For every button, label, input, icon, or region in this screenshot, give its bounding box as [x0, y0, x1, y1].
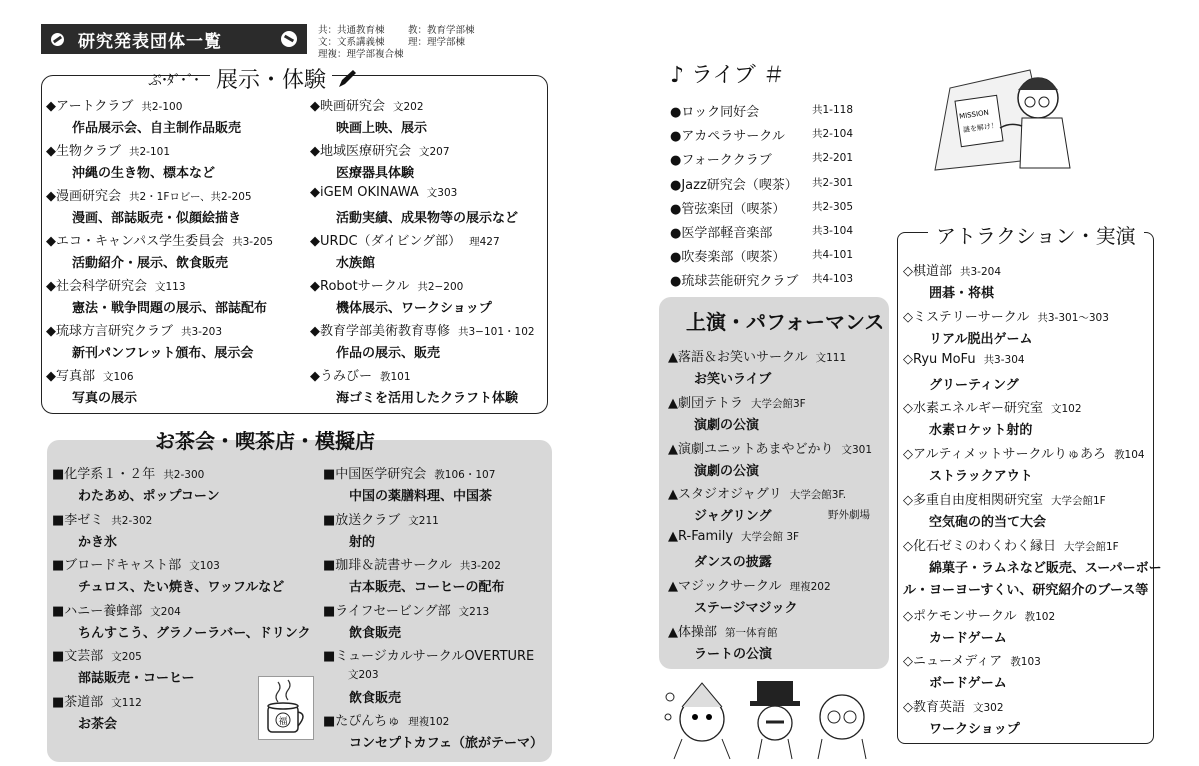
entry-description: 新刊パンフレット頒布、展示会 — [72, 346, 254, 361]
entry-name — [310, 320, 535, 339]
entry-title: ▲落語＆お笑いサークル — [668, 350, 808, 365]
entry-description: お茶会 — [78, 716, 118, 732]
entry-description: ストラックアウト — [929, 469, 1033, 485]
entry-title: ◆Robotサークル — [310, 279, 410, 294]
entry-title: ▲マジックサークル — [668, 579, 782, 594]
entry-location: 文211 — [408, 514, 439, 527]
live-entry-location: 共2-201 — [812, 152, 854, 165]
entry-location: 教103 — [1010, 656, 1041, 669]
entry-location: 共2-101 — [129, 146, 171, 158]
entry-name — [323, 554, 501, 573]
entry-location: 文102 — [1051, 403, 1082, 416]
live-entry-location: 共3-104 — [812, 225, 854, 237]
entry-location: 大学会館3F. — [789, 489, 847, 502]
entry-description: グリーティング — [929, 377, 1019, 393]
live-title: ♪ ライブ ＃ — [670, 63, 785, 88]
live-entry-name: ●吹奏楽部（喫茶） — [670, 250, 786, 266]
entry-location: 文303 — [426, 187, 458, 199]
entry-name — [668, 529, 799, 544]
entry-location: 文205 — [111, 651, 142, 663]
entry-description: ジャグリング — [694, 509, 772, 525]
entry-description: コンセプトカフェ（旅がテーマ） — [349, 735, 543, 751]
entry-title: ■ブロードキャスト部 — [52, 558, 182, 573]
entry-location: 大学会館3F — [751, 397, 806, 410]
entry-name — [668, 346, 846, 365]
entry-name — [46, 140, 170, 159]
entry-title: ◆生物クラブ — [46, 144, 121, 159]
entry-location: 共3-205 — [232, 236, 274, 248]
entry-name — [46, 185, 252, 204]
entry-name — [903, 306, 1109, 325]
entry-title: ■珈琲＆読書サークル — [323, 558, 452, 573]
entry-description: 演劇の公演 — [694, 463, 760, 479]
entry-description: 囲碁・将棋 — [929, 286, 995, 301]
entry-location: 文213 — [458, 605, 490, 618]
entry-name — [668, 392, 806, 411]
entry-name — [52, 645, 142, 664]
page-header — [41, 24, 307, 54]
entry-location: 大学会館1F — [1051, 495, 1106, 507]
entry-description: 作品展示会、自主制作品販売 — [72, 121, 242, 136]
entry-name — [903, 260, 1001, 279]
live-entry-location: 共2-301 — [812, 176, 854, 189]
entry-description: ル・ヨーヨーすくい、研究紹介のブース等 — [903, 582, 1149, 598]
entry-name — [310, 230, 500, 249]
tea-cup-illustration — [258, 676, 314, 740]
entry-description: 射的 — [349, 534, 376, 550]
entry-title: ■文芸部 — [52, 649, 104, 664]
live-entry-location: 共4-103 — [812, 273, 854, 286]
legend-item: 教：教育学部棟 — [408, 25, 475, 36]
entry-description: 沖縄の生き物、標本など — [72, 166, 216, 181]
entry-title: ▲体操部 — [668, 624, 717, 640]
entry-title: ▲演劇ユニットあまやどかり — [668, 441, 834, 457]
entry-name — [668, 483, 846, 502]
entry-title: ■たぴんちゅ — [323, 713, 401, 729]
entry-title: ■ハニー養蜂部 — [52, 603, 143, 619]
entry-description: わたあめ、ポップコーン — [78, 489, 220, 504]
entry-description: 活動紹介・展示、飲食販売 — [72, 256, 229, 271]
entry-name — [310, 95, 424, 114]
legend-item: 理：理学部棟 — [408, 37, 466, 48]
live-entry-name: ●アカペラサークル — [670, 129, 785, 145]
entry-location: 理複202 — [789, 581, 831, 593]
legend-item: 文：文系講義棟 — [318, 37, 385, 48]
entry-title: ■化学系１・２年 — [52, 467, 156, 482]
entry-name — [46, 230, 273, 249]
entry-description: ダンスの披露 — [694, 555, 772, 571]
entry-location: 文204 — [150, 605, 181, 618]
entry-location: 文202 — [393, 101, 424, 113]
entry-description: 漫画、部誌販売・似顔絵描き — [72, 211, 242, 226]
entry-title: ◆写真部 — [46, 369, 95, 384]
entry-name — [903, 696, 1004, 715]
entry-title: ◆URDC（ダイビング部） — [310, 234, 462, 249]
entry-name — [46, 95, 182, 114]
live-entry-name: ●管弦楽団（喫茶） — [670, 201, 786, 217]
pen-nib-icon — [281, 31, 297, 47]
entry-title: ◇ミステリーサークル — [903, 309, 1030, 325]
entry-name — [46, 275, 186, 294]
entry-description: 演劇の公演 — [694, 417, 760, 433]
entry-name — [903, 397, 1082, 416]
pen-nib-icon — [51, 33, 64, 46]
entry-location: 文302 — [973, 702, 1004, 715]
entry-description: 飲食販売 — [349, 625, 402, 641]
legend-item: 共：共通教育棟 — [318, 25, 385, 36]
entry-title: ◆教育学部美術教育専修 — [310, 324, 450, 339]
entry-title: ◆映画研究会 — [310, 99, 385, 114]
entry-description: 水素ロケット射的 — [929, 423, 1033, 439]
entry-title: ◇棋道部 — [903, 264, 952, 279]
entry-location: 共2-100 — [141, 101, 183, 113]
entry-description: カードゲーム — [929, 630, 1007, 646]
entry-location: 共2-302 — [111, 514, 153, 527]
entry-location: 共3-204 — [960, 266, 1002, 278]
entry-name — [310, 365, 411, 384]
entry-name — [310, 140, 450, 159]
entry-location: 文103 — [189, 560, 220, 572]
entry-description: 飲食販売 — [349, 691, 402, 706]
entry-name — [52, 600, 181, 619]
entry-description: ステージマジック — [694, 601, 798, 616]
live-entry-location: 共2-305 — [812, 200, 854, 213]
svg-text:謎を解け！: 謎を解け！ — [962, 121, 999, 135]
entry-location: 共2・1Fロビー、共2-205 — [129, 191, 252, 203]
entry-name — [323, 463, 495, 482]
entry-description: 映画上映、展示 — [336, 121, 428, 136]
entry-location: 共3-304 — [983, 353, 1025, 366]
entry-name — [323, 509, 439, 528]
entry-name — [668, 621, 778, 640]
entry-description: ボードゲーム — [929, 676, 1007, 692]
entry-title: ■ミュージカルサークルOVERTURE — [323, 649, 535, 664]
live-entry-name: ●琉球芸能研究クラブ — [670, 274, 799, 290]
entry-name — [52, 509, 152, 528]
entry-title: ◆iGEM OKINAWA — [310, 185, 419, 200]
entry-description: ちんすこう、グラノーラバー、ドリンク — [78, 625, 311, 641]
entry-title: ◇ニューメディア — [903, 654, 1003, 670]
entry-location: 共2-300 — [163, 469, 205, 481]
entry-description: 憲法・戦争問題の展示、部誌配布 — [72, 301, 268, 316]
mission-illustration — [930, 58, 1090, 178]
entry-location: 教102 — [1024, 610, 1056, 623]
entry-description: 写真の展示 — [72, 391, 138, 406]
entry-location: 文112 — [111, 696, 142, 709]
live-entry-name: ●ロック同好会 — [670, 105, 760, 120]
entry-description: 中国の薬膳料理、中国茶 — [349, 489, 493, 504]
entry-title: ◆漫画研究会 — [46, 189, 121, 204]
live-entry-location: 共4-101 — [812, 249, 854, 262]
cafe-title: お茶会・喫茶店・模擬店 — [155, 429, 375, 453]
entry-description: 部誌販売・コーヒー — [78, 671, 195, 686]
entry-name — [52, 554, 220, 573]
entry-name — [668, 575, 831, 594]
entry-location: 第一体育館 — [725, 626, 778, 639]
entry-location: 共2−200 — [417, 281, 464, 293]
entry-location: 文203 — [348, 669, 379, 681]
entry-name — [310, 185, 457, 200]
entry-title: ▲スタジオジャグリ — [668, 487, 782, 503]
entry-name — [903, 443, 1145, 462]
entry-name — [46, 365, 134, 384]
entry-description: 古本販売、コーヒーの配布 — [349, 580, 505, 595]
entry-title: ▲R-Family — [668, 529, 734, 545]
entry-location: 共3-202 — [459, 560, 501, 572]
entry-title: ■中国医学研究会 — [323, 467, 427, 482]
entry-name — [52, 463, 204, 482]
entry-name — [52, 691, 142, 710]
entry-location: 文301 — [841, 443, 873, 456]
entry-description: ラートの公演 — [694, 646, 773, 662]
entry-title: ■放送クラブ — [323, 512, 401, 528]
entry-name — [903, 352, 1025, 367]
entry-location: 文207 — [419, 146, 450, 158]
live-entry-location: 共2-104 — [812, 128, 854, 141]
entry-title: ◇教育英語 — [903, 700, 965, 716]
building-legend — [318, 25, 498, 61]
entry-description: 機体展示、ワークショップ — [336, 301, 492, 316]
entry-description: チュロス、たい焼き、ワッフルなど — [78, 580, 285, 595]
svg-text:MISSION: MISSION — [958, 108, 990, 121]
entry-title: ◇化石ゼミのわくわく縁日 — [903, 538, 1056, 554]
entry-location: 教104 — [1114, 449, 1145, 462]
entry-name — [310, 275, 463, 294]
entry-title: ◆琉球方言研究クラブ — [46, 324, 173, 339]
entry-name — [903, 489, 1106, 508]
entry-description: かき氷 — [78, 534, 118, 550]
entry-title: ▲劇団テトラ — [668, 395, 743, 411]
entry-title: ■茶道部 — [52, 694, 104, 710]
exhibit-title: 展示・体験 — [210, 63, 332, 94]
entry-location: 共3−101・102 — [458, 326, 535, 338]
entry-location: 教106・107 — [434, 469, 496, 481]
page-title: 研究発表団体一覧 — [78, 31, 222, 52]
entry-name — [323, 600, 489, 619]
legend-item: 理複：理学部複合棟 — [318, 49, 404, 60]
entry-title: ◆エコ・キャンパス学生委員会 — [46, 234, 225, 249]
entry-name — [903, 605, 1055, 624]
entry-title: ◇水素エネルギー研究室 — [903, 401, 1043, 417]
entry-title: ◇Ryu MoFu — [903, 351, 976, 367]
entry-description: 作品の展示、販売 — [336, 346, 441, 361]
entry-extra-location: 野外劇場 — [828, 509, 870, 522]
entry-location: 教101 — [380, 371, 411, 383]
entry-title: ◆アートクラブ — [46, 99, 134, 114]
entry-location: 理427 — [469, 236, 500, 248]
live-entry-location: 共1-118 — [812, 104, 854, 116]
entry-name — [323, 645, 534, 664]
entry-title: ◇ポケモンサークル — [903, 608, 1017, 624]
entry-name — [46, 320, 222, 339]
entry-title: ■ライフセービング部 — [323, 603, 451, 619]
entry-title: ◆うみびー — [310, 369, 372, 384]
entry-location: 大学会館 3F — [741, 531, 800, 544]
doodle-text: ぷ･ﾀﾞ･ﾞ･ — [148, 73, 199, 89]
performance-title: 上演・パフォーマンス — [686, 310, 885, 334]
entry-description: 海ゴミを活用したクラフト体験 — [336, 391, 519, 406]
entry-location: 文111 — [815, 352, 847, 364]
entry-name — [668, 438, 872, 457]
entry-name — [903, 535, 1119, 554]
entry-description: お笑いライブ — [694, 372, 772, 387]
entry-name — [323, 710, 449, 729]
pencil-icon — [336, 68, 358, 90]
live-entry-name: ●Jazz研究会（喫茶） — [670, 177, 798, 193]
entry-title: ■李ゼミ — [52, 512, 104, 528]
entry-location: 文106 — [103, 371, 134, 383]
attraction-title: アトラクション・実演 — [928, 220, 1144, 249]
entry-description: リアル脱出ゲーム — [929, 331, 1033, 347]
entry-description: ワークショップ — [929, 722, 1020, 738]
entry-description: 水族館 — [336, 256, 376, 271]
entry-title: ◆社会科学研究会 — [46, 279, 147, 294]
entry-description: 活動実績、成果物等の展示など — [336, 211, 519, 226]
live-entry-name: ●医学部軽音楽部 — [670, 226, 773, 241]
entry-title: ◇アルティメットサークルりゅあろ — [903, 447, 1107, 463]
entry-location: 共3-301〜303 — [1037, 311, 1109, 324]
svg-text:福: 福 — [278, 717, 288, 727]
live-entry-name: ●フォーククラブ — [670, 153, 772, 169]
entry-title: ◆地域医療研究会 — [310, 144, 411, 159]
entry-description: 綿菓子・ラムネなど販売、スーパーボー — [929, 560, 1162, 576]
entry-title: ◇多重自由度相関研究室 — [903, 493, 1043, 508]
entry-location: 文113 — [155, 281, 186, 293]
entry-location: 大学会館1F — [1064, 540, 1119, 553]
entry-description: 空気砲の的当て大会 — [929, 515, 1047, 530]
entry-name — [903, 650, 1041, 669]
entry-location: 理複102 — [408, 715, 450, 728]
entry-description: 医療器具体験 — [336, 166, 415, 181]
entry-location: 共3-203 — [181, 326, 223, 338]
performers-illustration — [662, 677, 887, 762]
